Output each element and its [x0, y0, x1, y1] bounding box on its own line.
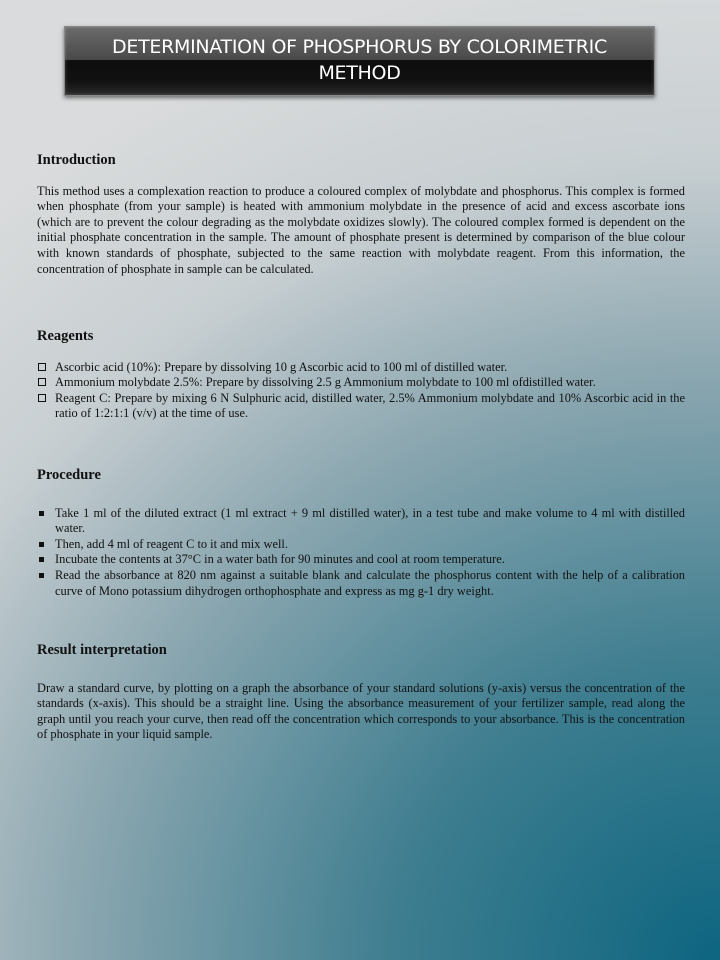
title-line-2: METHOD [318, 62, 401, 84]
reagents-heading: Reagents [37, 328, 94, 344]
list-item: Reagent C: Prepare by mixing 6 N Sulphuric acid, distilled water, 2.5% Ammonium molybdate and 10% Ascorbic acid in the ratio of 1:2:1:1 (v/v) at the time of use. [37, 391, 685, 422]
result-section [37, 643, 685, 743]
procedure-heading: Procedure [37, 467, 101, 483]
square-bullet-icon [39, 542, 44, 547]
title-line-1: DETERMINATION OF PHOSPHORUS BY COLORIMETRIC [112, 36, 607, 58]
page-title [64, 26, 655, 96]
checkbox-bullet-icon [38, 363, 46, 371]
checkbox-bullet-icon [38, 378, 46, 386]
reagents-list [37, 360, 685, 422]
square-bullet-icon [39, 511, 44, 516]
list-item: Ascorbic acid (10%): Prepare by dissolving 10 g Ascorbic acid to 100 ml of distilled water. [37, 360, 685, 376]
square-bullet-icon [39, 573, 44, 578]
result-text: Draw a standard curve, by plotting on a graph the absorbance of your standard solutions (y-axis) versus the concentration of the standards (x-axis). This should be a straight line. Using the absorbance measurement of your fertilizer sample, read along the graph until you reach your curve, then read off the concentration which corresponds to your absorbance. This is the concentration of phosphate in your liquid sample. [37, 680, 685, 742]
result-heading: Result interpretation [37, 642, 167, 658]
introduction-heading: Introduction [37, 152, 116, 168]
procedure-list [37, 506, 685, 600]
introduction-section [37, 153, 685, 277]
square-bullet-icon [39, 557, 44, 562]
reagents-section [37, 329, 685, 422]
procedure-section [37, 468, 685, 599]
list-item: Read the absorbance at 820 nm against a suitable blank and calculate the phosphorus content with the help of a calibration curve of Mono potassium dihydrogen orthophosphate and express as mg g-1 dry weight. [37, 568, 685, 599]
checkbox-bullet-icon [38, 394, 46, 402]
list-item: Take 1 ml of the diluted extract (1 ml extract + 9 ml distilled water), in a test tube and make volume to 4 ml with distilled water. [37, 506, 685, 537]
list-item: Then, add 4 ml of reagent C to it and mix well. [37, 537, 685, 553]
list-item: Ammonium molybdate 2.5%: Prepare by dissolving 2.5 g Ammonium molybdate to 100 ml ofdistilled water. [37, 375, 685, 391]
list-item: Incubate the contents at 37°C in a water bath for 90 minutes and cool at room temperature. [37, 552, 685, 568]
introduction-text: This method uses a complexation reaction to produce a coloured complex of molybdate and phosphorus. This complex is formed when phosphate (from your sample) is heated with ammonium molybdate in the presence of acid and excess ascorbate ions (which are to prevent the colour degrading as the molybdate oxidizes slowly). The coloured complex formed is dependent on the initial phosphate concentration in the sample. The amount of phosphate present is determined by comparison of the blue colour with known standards of phosphate, subjected to the same reaction with molybdate reagent. From this information, the concentration of phosphate in sample can be calculated. [37, 183, 685, 276]
